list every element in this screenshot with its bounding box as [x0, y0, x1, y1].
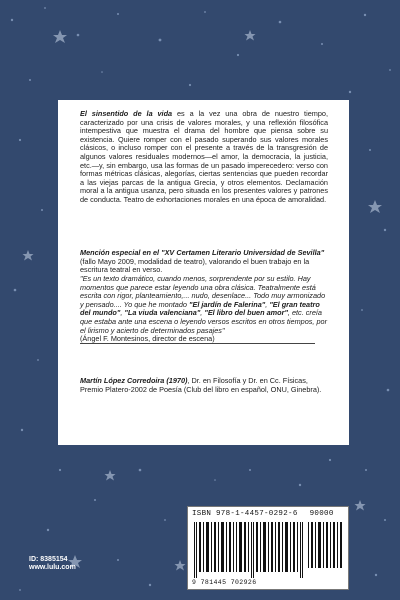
author-name: Martín López Corredoira (1970) [80, 376, 188, 385]
synopsis [80, 110, 328, 205]
quote-part: , [120, 308, 125, 318]
barcode-digits: 9 781445 702926 [192, 579, 257, 586]
author-bio [80, 377, 328, 394]
quoted-work: "El jardín de Falerina" [189, 299, 266, 309]
price-code: 90000 [309, 510, 334, 518]
quote-part: , [200, 308, 205, 318]
quote-part: , etc. creía que estaba ante una escena o leyendo versos escritos en otros tiempos, por el lirismo y acierto de determinados pasajes" [80, 308, 328, 335]
book-title: El sinsentido de la vida [80, 109, 173, 118]
author-text: , Dr. en Filosofía y Dr. en Cc. Físicas, Premio Platero-2002 de Poesía (Club del libro en español, ONU, Ginebra). [80, 376, 322, 394]
quote-part: "Es un texto dramático, cuando menos, sorprendente por su estilo. Hay momentos que parece estar leyendo una obra clásica. Teatralmente está escrita con rigor, planteamiento,... nudo, desenlace... Todo muy armonizado y pensado.... Yo que he montado [80, 274, 326, 309]
quote-attribution: (Ángel F. Montesinos, director de escena) [80, 334, 215, 344]
isbn-number: ISBN 978-1-4457-0292-6 [192, 510, 298, 518]
lulu-site: www.lulu.com [29, 564, 76, 571]
award [80, 249, 328, 275]
lulu-id: ID: 8385154 [29, 556, 68, 563]
award-lead: Mención especial en el "XV Certamen Literario Universidad de Sevilla" [80, 248, 325, 257]
isbn-label [192, 510, 334, 518]
publisher-id [29, 556, 76, 572]
quoted-work: "El gran teatro del mundo" [80, 299, 320, 318]
back-cover-text-panel [58, 100, 349, 445]
quoted-work: "El libro del buen amor" [204, 308, 288, 318]
barcode-bars [192, 522, 344, 578]
award-text: (fallo Mayo 2009, modalidad de teatro), valorando el buen trabajo en la escritura teatral en verso. [80, 256, 310, 275]
divider [80, 343, 315, 344]
synopsis-text: es a la vez una obra de nuestro tiempo, caracterizado por una crisis de valores morales, y una reflexión filosófica intempestiva que muestra el drama del hombre que piensa sobre su existencia. Quiere romper con el pasado superando sus valores morales clásicos, o incluso romper con el presente a través de la transgresión de algunos valores residuales modernos—el amor, la democracia, la justicia, etc.—y, sin embargo, usa las formas de un pasado imperecedero: verso con formas métricas clásicas, alegorías, ciertas sentencias que pueden recordar a las viejas parcas de la antigua Grecia, y otros elementos. Declamación moral a la antigua usanza, pero situada en los presentes valores y patrones de conducta. Teatro de exhortaciones morales en una época de amoralidad. [80, 109, 328, 204]
review-quote [80, 275, 328, 344]
quoted-work: "La viuda valenciana" [124, 308, 201, 318]
isbn-barcode [187, 506, 349, 590]
quote-part: , [265, 299, 270, 309]
